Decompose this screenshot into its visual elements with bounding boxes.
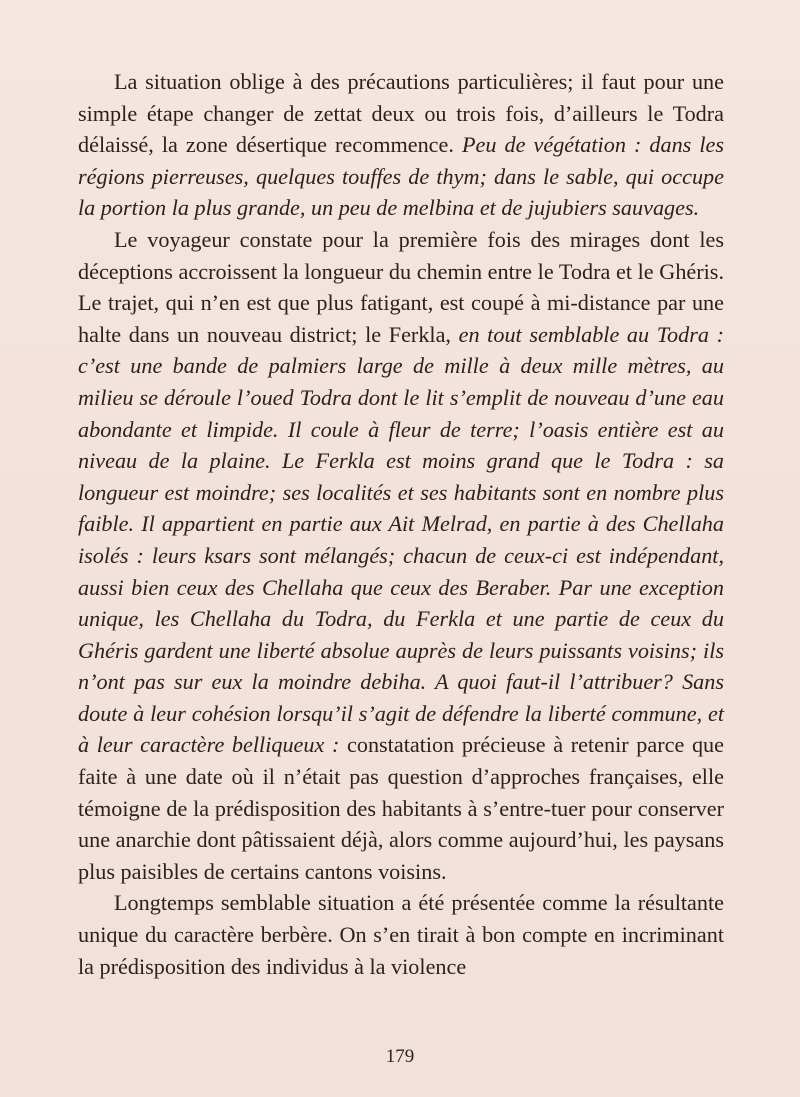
paragraph-1-italic-text: Peu de végétation : dans les régions pierreuses, quelques touffes de thym; dans le sable, qui occupe la portion la plus grande, un peu de melbina et de jujubiers sauvages. [78,132,724,221]
paragraph-2-text-end: constatation précieuse à retenir parce que faite à une date où il n’était pas question d’approches françaises, elle témoigne de la prédisposition des habitants à s’entre-tuer pour conserver une anarchie dont pâtissaient déjà, alors comme aujourd’hui, les paysans plus paisibles de certains cantons voisins. [78,732,724,884]
paragraph-3 [78,887,724,982]
paragraph-3-text: Longtemps semblable situation a été présentée comme la résultante unique du caractère berbère. On s’en tirait à bon compte en incriminant la prédisposition des individus à la violence [78,890,724,979]
paragraph-1-text: La situation oblige à des précautions particulières; il faut pour une simple étape changer de zettat deux ou trois fois, d’ailleurs le Todra délaissé, la zone désertique recommence. [78,69,724,158]
paragraph-1 [78,66,724,224]
paragraph-2-italic-text: en tout semblable au Todra : c’est une bande de palmiers large de mille à deux mille mètres, au milieu se déroule l’oued Todra dont le lit s’emplit de nouveau d’une eau abondante et limpide. Il coule à fleur de terre; l’oasis entière est au niveau de la plaine. Le Ferkla est moins grand que le Todra : sa longueur est moindre; ses localités et ses habitants sont en nombre plus faible. Il appartient en partie aux Ait Melrad, en partie à des Chellaha isolés : leurs ksars sont mélangés; chacun de ceux-ci est indépendant, aussi bien ceux des Chellaha que ceux des Beraber. Par une exception unique, les Chellaha du Todra, du Ferkla et une partie de ceux du Ghéris gardent une liberté absolue auprès de leurs puissants voisins; ils n’ont pas sur eux la moindre debiha. A quoi faut-il l’attribuer? Sans doute à leur cohésion lorsqu’il s’agit de défendre la liberté commune, et à leur caractère belliqueux : [78,321,724,758]
page-number: 179 [385,1046,415,1067]
body-text [78,66,724,982]
paragraph-2-text-start: Le voyageur constate pour la première fois des mirages dont les déceptions accroissent la longueur du chemin entre le Todra et le Ghéris. Le trajet, qui n’en est que plus fatigant, est coupé à mi-distance par une halte dans un nouveau district; le Ferkla, [78,226,724,347]
paragraph-2 [78,224,724,887]
